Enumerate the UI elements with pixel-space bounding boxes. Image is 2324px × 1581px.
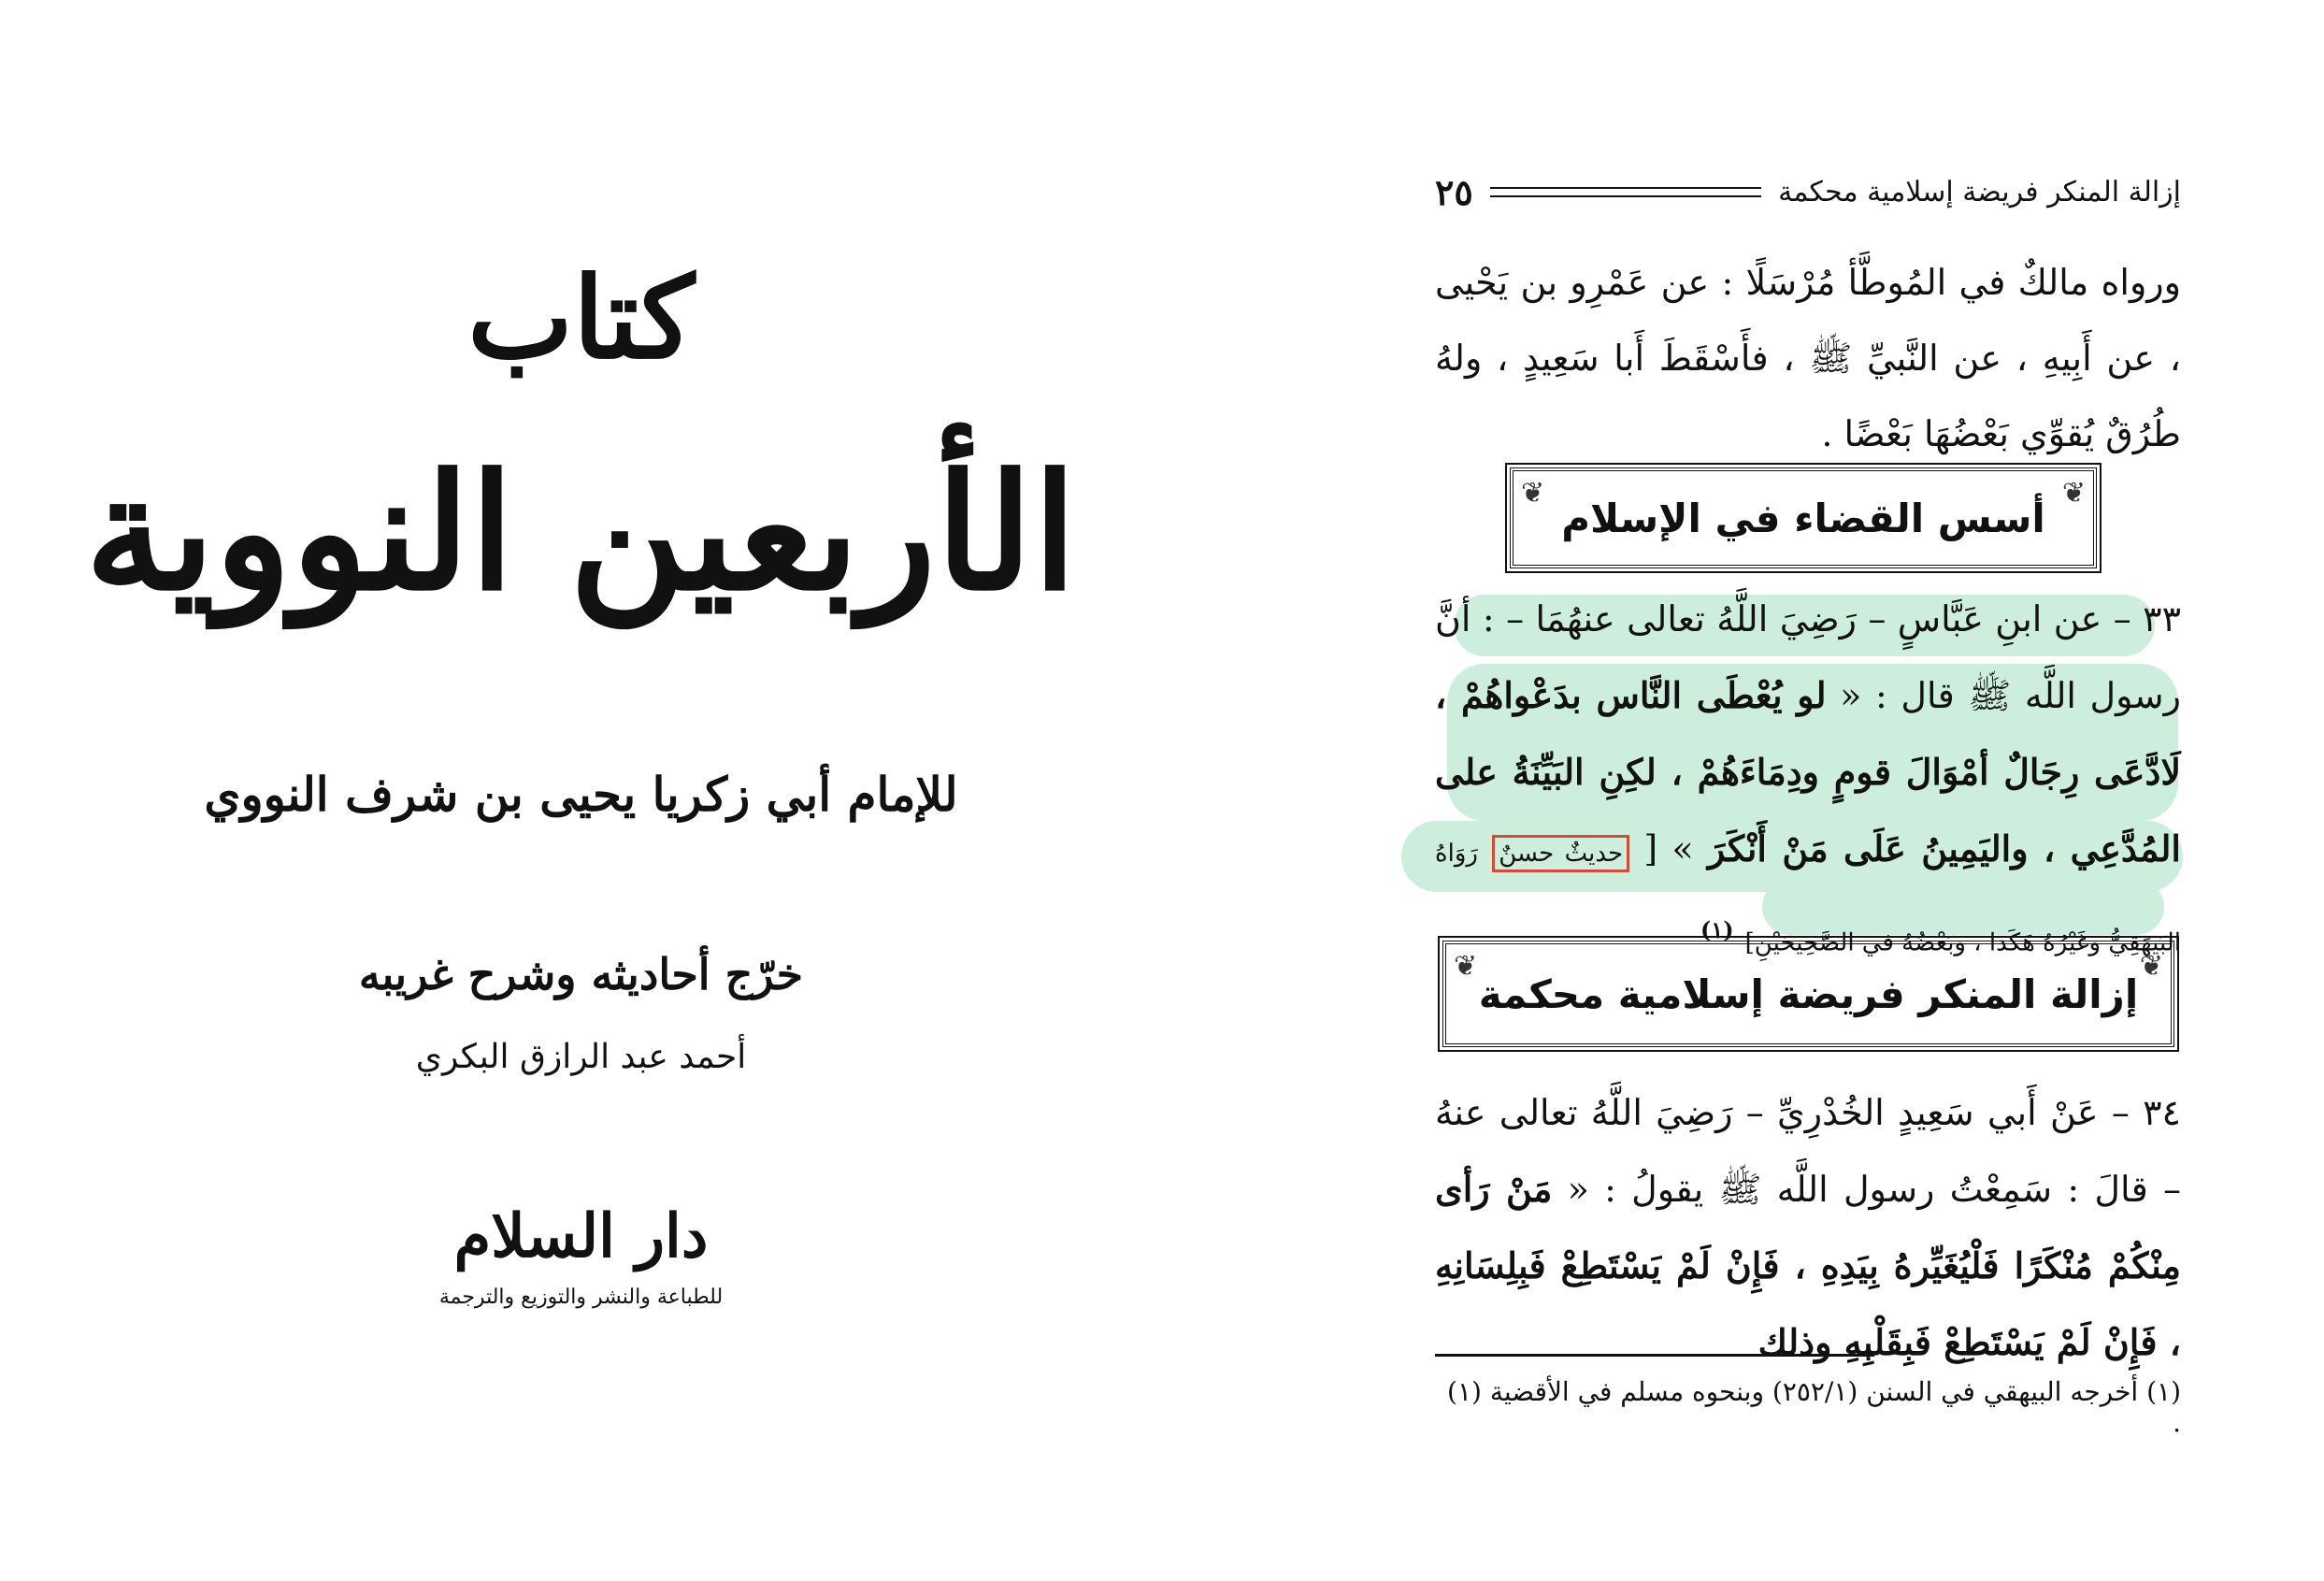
- author-line: للإمام أبي زكريا يحيى بن شرف النووي: [204, 767, 958, 822]
- hadith-close: » [: [1643, 828, 1694, 870]
- paragraph-malik: ورواه مالكٌ في المُوطَّأ مُرْسَلًا : عن عَمْرِو بن يَحْيى ، عن أَبِيهِ ، عن النَّبيِّ ﷺ ، فأَسْقَطَ أَبا سَعِيدٍ ، ولهُ طُرُقٌ يُقوِّي بَعْضُهَا بَعْضًا .: [1435, 262, 2181, 454]
- section-banner-munkar: [1442, 941, 2174, 1047]
- book-title: الأربعين النووية: [85, 439, 1077, 626]
- publisher-logo: دار السلام: [453, 1201, 709, 1272]
- hadith-intro: عن ابنِ عَبَّاسٍ – رَضِيَ اللَّهُ تعالى عنهُمَا – :: [1482, 598, 2102, 640]
- hadith-source: رَوَاهُ البَيهَقِيُّ وغَيْرُهُ هَكَذا ، وبَعْضُهُ في الصَّحِيحَيْنِ]: [1435, 840, 2181, 957]
- book-label: كتاب: [467, 252, 695, 384]
- section-banner-judiciary: [1510, 467, 2097, 568]
- header-title: إزالة المنكر فريضة إسلامية محكمة: [1778, 175, 2181, 208]
- footnote-rule: [1435, 1354, 1874, 1357]
- hadith-text: لو يُعْطَى النَّاس بدَعْواهُمْ ، لَادَّعَى رِجَالٌ أمْوَالَ قومٍ ودِمَاءَهُمْ ، لكِنِ البَيِّنَةُ على المُدَّعِي ، واليَمِينُ عَلَى مَنْ أَنْكَرَ: [1435, 674, 2181, 870]
- footnote: (١) أخرجه البيهقي في السنن (٢٥٢/١) وبنحوه مسلم في الأقضية (١) .: [1447, 1376, 2181, 1438]
- banner-title: إزالة المنكر فريضة إسلامية محكمة: [1478, 970, 2139, 1017]
- page-number: ٢٥: [1435, 170, 1473, 213]
- takhrij-line: خرّج أحاديثه وشرح غريبه: [358, 949, 804, 999]
- hadith-grade: حديثٌ حسنٌ: [1492, 835, 1629, 872]
- hadith-intro: عَنْ أَبي سَعِيدٍ الخُدْرِيِّ – رَضِيَ اللَّهُ تعالى عنهُ – قالَ : سَمِعْتُ رسول اللَّه ﷺ يقولُ : «: [1435, 1092, 2181, 1210]
- editor-name: أحمد عبد الرازق البكري: [415, 1038, 747, 1076]
- header-rule: [1490, 187, 1761, 197]
- right-page-text: [1162, 0, 2324, 1581]
- publisher-subtitle: للطباعة والنشر والتوزيع والترجمة: [438, 1286, 724, 1309]
- hadith-text: مَنْ رَأى مِنْكُمْ مُنْكَرًا فَلْيُغَيِّرهُ بِيَدِهِ ، فَإِنْ لَمْ يَسْتَطِعْ فَبِلِسَانِهِ ، فَإِنْ لَمْ يَسْتَطِعْ فَبِقَلْبِهِ وذلك: [1435, 1168, 2181, 1363]
- banner-title: أسس القضاء في الإسلام: [1561, 495, 2045, 541]
- ornament-icon: ❦: [2061, 477, 2086, 510]
- ornament-icon: ❦: [1521, 477, 1545, 510]
- ornament-icon: ❦: [2139, 950, 2163, 983]
- hadith-34: [1435, 1075, 2181, 1381]
- running-header: [1435, 170, 2181, 213]
- ornament-icon: ❦: [1454, 950, 1478, 983]
- footnote-ref: (١): [1700, 916, 1734, 943]
- hadith-33: [1435, 582, 2181, 982]
- hadith-number: ٣٤ –: [2111, 1092, 2181, 1133]
- hadith-number: ٣٣ –: [2113, 598, 2181, 640]
- hadith-lead: أنَّ رسول اللَّه ﷺ قال : «: [1435, 598, 2181, 716]
